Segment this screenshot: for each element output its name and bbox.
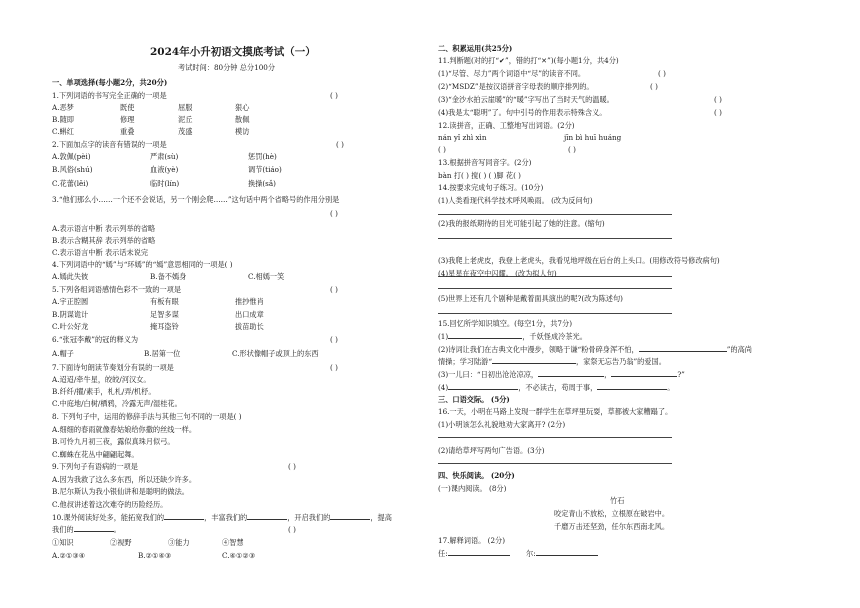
q15-5-end: 。 <box>667 383 675 392</box>
q17-stem: 17.解释词语。 (2分) <box>438 536 506 545</box>
q8-opt-a: A.细细的春雨就像春姑娘给你撒的丝线一样。 <box>52 425 197 434</box>
q2-opt-c1: C.花蕾(lěi) <box>52 179 89 188</box>
q1-opt-c3: 茂盛 <box>178 127 193 136</box>
q15-line-4 <box>438 371 685 378</box>
q10-text-2: ，丰富我们的 <box>204 513 248 522</box>
q5-opt-c1: C.叶公好龙 <box>52 322 89 331</box>
q12-pinyin-2: jīn bì huī huáng <box>564 133 622 142</box>
q10-answer-paren: ( ) <box>288 525 296 534</box>
q11-item-2: (2)“MSDZ”是按汉语拼音字母表的顺序排列的。 <box>438 82 594 91</box>
q10-line2 <box>52 526 121 533</box>
q14-item-1: (1)人类看现代科学技术呼风唤雨。 (改为反问句) <box>438 196 593 205</box>
q1-opt-b4: 散佩 <box>235 115 250 124</box>
q10-blank-4[interactable] <box>74 531 114 532</box>
q14-answer-line-1[interactable] <box>438 214 672 215</box>
q15-4-text: (3)一儿曰：“日初出沧沧凉凉， <box>438 370 539 379</box>
q15-1-label: (1) <box>438 332 449 341</box>
q4-opt-a: A.嫣此失彼 <box>52 272 89 281</box>
exam-title: 2024年小升初语文摸底考试（一） <box>150 46 316 58</box>
q16-item-2: (2)请给草坪写两句广告语。(3分) <box>438 446 545 455</box>
q1-opt-a3: 屈服 <box>178 103 193 112</box>
q14-item-4: (4)星星在夜空中闪耀。 (改为拟人句) <box>438 269 557 278</box>
q6-answer-paren: ( ) <box>330 335 338 344</box>
q2-opt-c3: 换操(sǎ) <box>248 179 276 188</box>
q11-paren-3: ( ) <box>714 95 722 104</box>
q6-opt-b: B.居第一位 <box>144 349 181 358</box>
q3-opt-b: B.表示含糊其辞 表示列举的省略 <box>52 236 156 245</box>
q8-opt-b: B.可怜九月初三夜，露似真珠月似弓。 <box>52 437 175 446</box>
q11-paren-2: ( ) <box>650 82 658 91</box>
q12-answer-1[interactable]: ( ) <box>438 145 446 154</box>
q10-blank-1[interactable] <box>164 519 204 520</box>
q11-paren-4: ( ) <box>714 108 722 117</box>
q15-blank-7[interactable] <box>597 389 667 390</box>
section-4-heading: 四、快乐阅读。 (20分) <box>438 471 515 480</box>
q17-word-2 <box>526 550 598 557</box>
q17-word-2-label: 尔: <box>526 549 536 558</box>
q10-choice-2: ②视野 <box>110 538 132 547</box>
q15-2-end: ”的高尚 <box>726 345 752 354</box>
q15-blank-6[interactable] <box>448 389 518 390</box>
q10-choice-1: ①知识 <box>52 538 74 547</box>
q1-opt-c4: 模访 <box>235 127 250 136</box>
section-1-heading: 一、单项选择(每小题2分，共20分) <box>52 78 168 87</box>
q5-opt-a2: 有板有眼 <box>150 297 179 306</box>
q3-opt-c: C.表示语言中断 表示话未说完 <box>52 248 149 257</box>
q5-opt-c3: 拔苗助长 <box>235 322 264 331</box>
q15-blank-1[interactable] <box>448 338 522 339</box>
q16-answer-line-2[interactable] <box>438 463 672 464</box>
q3-answer-paren: ( ) <box>330 209 338 218</box>
q9-opt-b: B.尼尔斯认为我小银仙讲和是聪明的做法。 <box>52 487 189 496</box>
q1-opt-b1: B.随即 <box>52 115 74 124</box>
section-2-heading: 二、积累运用(共25分) <box>438 44 513 53</box>
q2-opt-a2: 严肃(sù) <box>150 152 179 161</box>
q12-answer-2[interactable]: ( ) <box>568 145 576 154</box>
q12-pinyin-1: nán yǐ zhì xìn <box>438 133 487 142</box>
q10-opt-c: C.④①②③ <box>222 551 256 560</box>
q14-item-5: (5)世界上还有几个剧种是戴着面具演出的呢?(改为陈述句) <box>438 294 623 303</box>
q11-stem: 11.判断题(对的打“✔”，错的打“✕”)(每小题1分，共4分) <box>438 56 619 65</box>
q6-stem: 6.“张冠李戴”的冠的释义为 <box>52 335 139 344</box>
q14-answer-line-4[interactable] <box>438 288 672 289</box>
q6-opt-c: C.形状像帽子或顶上的东西 <box>232 349 319 358</box>
q10-line1 <box>52 514 392 521</box>
q2-opt-a3: 惩罚(hè) <box>248 152 277 161</box>
q9-stem: 9.下列句子有语病的一项是 <box>52 462 138 471</box>
q8-opt-c: C.蜘蛛在花丛中翩翩起舞。 <box>52 450 139 459</box>
q14-stem: 14.按要求完成句子练习。(10分) <box>438 183 544 192</box>
q1-opt-b3: 泥丘 <box>178 115 193 124</box>
q4-opt-c: C.相嫣一笑 <box>248 272 285 281</box>
q1-opt-b2: 修理 <box>120 115 135 124</box>
q10-choice-3: ③能力 <box>168 538 190 547</box>
q11-paren-1: ( ) <box>658 69 666 78</box>
q10-text-6: 。 <box>113 525 121 534</box>
q9-opt-c: C.他叔讲述着这次难夺的历险经历。 <box>52 500 168 509</box>
q7-answer-paren: ( ) <box>330 363 338 372</box>
q5-opt-a1: A.宇正腔圆 <box>52 297 89 306</box>
poem-line-1: 咬定青山不放松，立根原在破岩中。 <box>554 509 670 518</box>
q5-opt-b3: 出口成章 <box>235 310 264 319</box>
q15-3-end: ，家祭无忘告乃翁”的爱国。 <box>576 357 666 366</box>
q15-line-2 <box>438 346 752 353</box>
q15-stem: 15.回忆所学知识填空。(每空1分，共7分) <box>438 319 572 328</box>
q15-1-text: ，千妖怪成冷茶光。 <box>522 332 587 341</box>
poem-title: 竹石 <box>610 496 625 505</box>
q10-opt-a: A.②①③④ <box>52 551 86 560</box>
q2-opt-b2: 血液(yè) <box>150 165 179 174</box>
q15-line-1 <box>438 333 587 340</box>
q4-opt-b: B.备不嫣身 <box>150 272 187 281</box>
q4-stem: 4.下列词语中的“嫣”与“环嫣”的“嫣”意思相同的一项是( ) <box>52 260 233 269</box>
q15-blank-5[interactable] <box>611 376 677 377</box>
reading-part-label: (一)课内阅读。 (8分) <box>438 484 507 493</box>
q17-blank-2[interactable] <box>536 555 598 556</box>
q1-opt-a2: 既使 <box>120 103 135 112</box>
q5-opt-b1: B.阴谋诡计 <box>52 310 89 319</box>
q3-opt-a: A.表示语言中断 表示列举的省略 <box>52 224 156 233</box>
q7-opt-c: C.中庭地/白树/栖鸦，冷露无声/湿桂花。 <box>52 399 182 408</box>
q1-opt-a1: A.恶梦 <box>52 103 74 112</box>
q9-opt-a: A.因为我救了这么多东西，所以还缺少许多。 <box>52 475 197 484</box>
q14-item-3: (3)我爬上老虎皮，我登上老虎头，我看见地坪级在后台的上头口。(用修改符号修改病句) <box>438 256 720 265</box>
q15-blank-2[interactable] <box>639 351 727 352</box>
q1-opt-a4: 狠心 <box>235 103 250 112</box>
q11-item-4: (4)我是太“聪明”了。句中引号的作用表示特殊含义。 <box>438 108 607 117</box>
q15-5-text: ，不必读古，苟周于事， <box>518 383 598 392</box>
q10-text-5: 我们的 <box>52 525 74 534</box>
q14-answer-line-2[interactable] <box>438 238 672 239</box>
q2-opt-b3: 调节(tiáo) <box>248 165 282 174</box>
q15-blank-3[interactable] <box>492 363 576 364</box>
q1-stem: 1.下列词语的书写完全正确的一项是 <box>52 91 167 100</box>
q10-text-3: ，开启我们的 <box>287 513 331 522</box>
q5-opt-b2: 足智多谋 <box>150 310 179 319</box>
q16-stem: 16.一天，小明在马路上发现一群学生在草坪里玩耍，草都被大家糟蹋了。 <box>438 407 673 416</box>
q9-answer-paren: ( ) <box>288 462 296 471</box>
q10-text-4: ，提高 <box>370 513 392 522</box>
q11-item-3: (3)“金沙水拍云崖暖”的“暖”字写出了当时天气的温暖。 <box>438 95 614 104</box>
q10-blank-3[interactable] <box>330 519 370 520</box>
q1-answer-paren: ( ) <box>330 91 338 100</box>
q15-blank-4[interactable] <box>538 376 604 377</box>
q10-opt-b: B.②①④③ <box>138 551 172 560</box>
q17-blank-1[interactable] <box>448 555 510 556</box>
q15-line-5 <box>438 384 674 391</box>
q8-stem: 8. 下列句子中，运用的修辞手法与其他三句不同的一项是( ) <box>52 412 242 421</box>
q7-opt-a: A.迢迢/牵牛星，皎皎/河汉女。 <box>52 375 151 384</box>
q7-opt-b: B.纤纤/擢/素手，札札/弄/机杼。 <box>52 387 156 396</box>
q15-3-text: 情操；学习陆游“ <box>438 357 492 366</box>
q6-opt-a: A.帽子 <box>52 349 74 358</box>
q17-word-1-label: 任: <box>438 549 448 558</box>
q7-stem: 7.下面诗句朗读节奏划分有误的一项是 <box>52 363 174 372</box>
q16-item-1: (1)小明该怎么礼貌地劝大家离开? (2分) <box>438 420 566 429</box>
poem-line-2: 千磨万击还坚劲，任尔东西南北风。 <box>554 522 670 531</box>
q1-opt-c1: C.蝌红 <box>52 127 74 136</box>
q14-item-2: (2)我的报纸期待的目光可能引起了她的注意。(缩句) <box>438 219 605 228</box>
q1-opt-c2: 重叠 <box>120 127 135 136</box>
q2-opt-a1: A.敦佩(pèi) <box>52 152 91 161</box>
exam-info: 考试时间：80分钟 总分100分 <box>178 63 276 72</box>
q5-answer-paren: ( ) <box>330 285 338 294</box>
q15-2-text: (2)诗词让我们在古典文化中漫步，领略于谦“粉骨碎身浑不怕， <box>438 345 639 354</box>
q15-5-label: (4) <box>438 383 449 392</box>
q11-item-1: (1)“尽管、尽力”两个词语中“尽”的读音不同。 <box>438 69 586 78</box>
q2-answer-paren: ( ) <box>336 140 344 149</box>
q13-line: bàn 打( ) 搅( ) ( )脚 花( ) <box>438 171 521 180</box>
q5-stem: 5.下列各组词语感情色彩不一致的一项是 <box>52 285 182 294</box>
q15-line-3 <box>438 358 666 365</box>
q12-stem: 12.读拼音，正确、工整地写出词语。(2分) <box>438 121 575 130</box>
q5-opt-c2: 掩耳盗铃 <box>150 322 179 331</box>
q5-opt-a3: 推抄惟肖 <box>235 297 264 306</box>
q14-answer-line-5[interactable] <box>438 313 672 314</box>
q10-blank-2[interactable] <box>247 519 287 520</box>
q2-stem: 2.下面加点字的读音有错误的一项是 <box>52 140 167 149</box>
q16-answer-line-1[interactable] <box>438 437 672 438</box>
q13-stem: 13.根据拼音写同音字。(2分) <box>438 158 532 167</box>
q2-opt-b1: B.风俗(shú) <box>52 165 93 174</box>
q3-stem: 3.“他们那么小……一个还不会说话，另一个刚会爬……”这句话中两个省略号的作用分别是 <box>52 195 340 204</box>
section-3-heading: 三、口语交际。 (5分) <box>438 395 510 404</box>
q2-opt-c2: 临时(lín) <box>150 179 180 188</box>
q10-choice-4: ④智慧 <box>222 538 244 547</box>
q15-4-end: ?” <box>677 370 685 379</box>
q15-4-mid: ， <box>604 370 612 379</box>
q17-word-1 <box>438 550 510 557</box>
q10-text-1: 10.课外阅读好处多，能拓宽我们的 <box>52 513 165 522</box>
